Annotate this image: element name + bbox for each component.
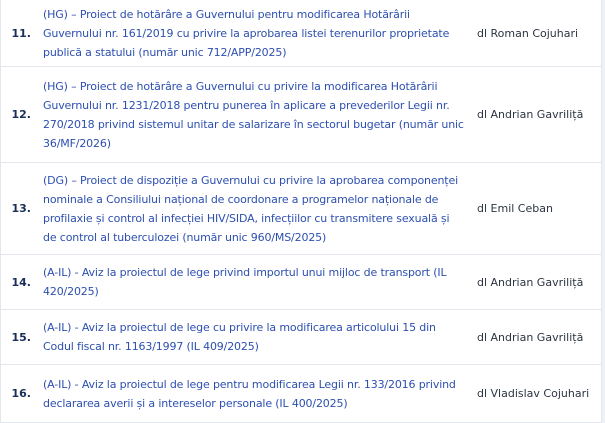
item-number: 13. (11, 202, 31, 215)
item-speaker: dl Andrian Gavriliță (477, 108, 584, 121)
item-title-link[interactable] (37, 310, 465, 364)
item-title-text[interactable]: (HG) – Proiect de hotărâre a Guvernului pentru modificarea Hotărârii Guvernului nr. 161/2019 cu privire la aprobarea listei terenurilor proprietate publică a statului (număr unic 712/APP/2025) (43, 7, 450, 59)
item-title-link[interactable] (37, 0, 465, 66)
item-number: 14. (11, 275, 31, 289)
item-title-text[interactable]: (A-IL) - Aviz la proiectul de lege privind importul unui mijloc de transport (IL 420/2025) (43, 266, 447, 298)
item-number: 16. (11, 387, 31, 400)
item-title-link[interactable] (37, 163, 465, 254)
item-speaker: dl Emil Ceban (477, 202, 553, 215)
item-speaker: dl Andrian Gavriliță (477, 275, 584, 289)
item-title-link[interactable] (37, 365, 465, 422)
item-title-text[interactable]: (A-IL) - Aviz la proiectul de lege cu privire la modificarea articolului 15 din Codul fiscal nr. 1163/1997 (IL 409/2025) (43, 321, 436, 353)
agenda-row (1, 365, 601, 423)
item-title-text[interactable]: (HG) – Proiect de hotărâre a Guvernului cu privire la modificarea Hotărârii Guvernului nr. 1231/2018 pentru punerea în aplicare a prevederilor Legii nr. 270/2018 privind sistemul unitar de salarizare în sectorul bugetar (număr unic 36/MF/2026) (43, 79, 464, 150)
agenda-row (1, 255, 601, 310)
item-number: 12. (11, 108, 31, 121)
item-speaker: dl Andrian Gavriliță (477, 330, 584, 344)
item-number: 15. (11, 330, 31, 344)
agenda-row (1, 0, 601, 67)
item-title-link[interactable] (37, 255, 465, 309)
item-speaker: dl Roman Cojuhari (477, 26, 579, 40)
item-number: 11. (11, 26, 31, 40)
agenda-row (1, 163, 601, 255)
agenda-row (1, 67, 601, 163)
item-title-link[interactable] (37, 67, 465, 162)
item-title-text[interactable]: (DG) – Proiect de dispoziție a Guvernului cu privire la aprobarea componenței nominale a Consiliului național de coordonare a programelor naționale de profilaxie și control al infecției HIV/SIDA, infecțiilor cu transmitere sexuală și de control al tuberculozei (număr unic 960/MS/2025) (43, 173, 458, 244)
item-title-text[interactable]: (A-IL) - Aviz la proiectul de lege pentru modificarea Legii nr. 133/2016 privind declararea averii și a intereselor personale (IL 400/2025) (43, 377, 456, 410)
agenda-row (1, 310, 601, 365)
item-speaker: dl Vladislav Cojuhari (477, 387, 590, 400)
